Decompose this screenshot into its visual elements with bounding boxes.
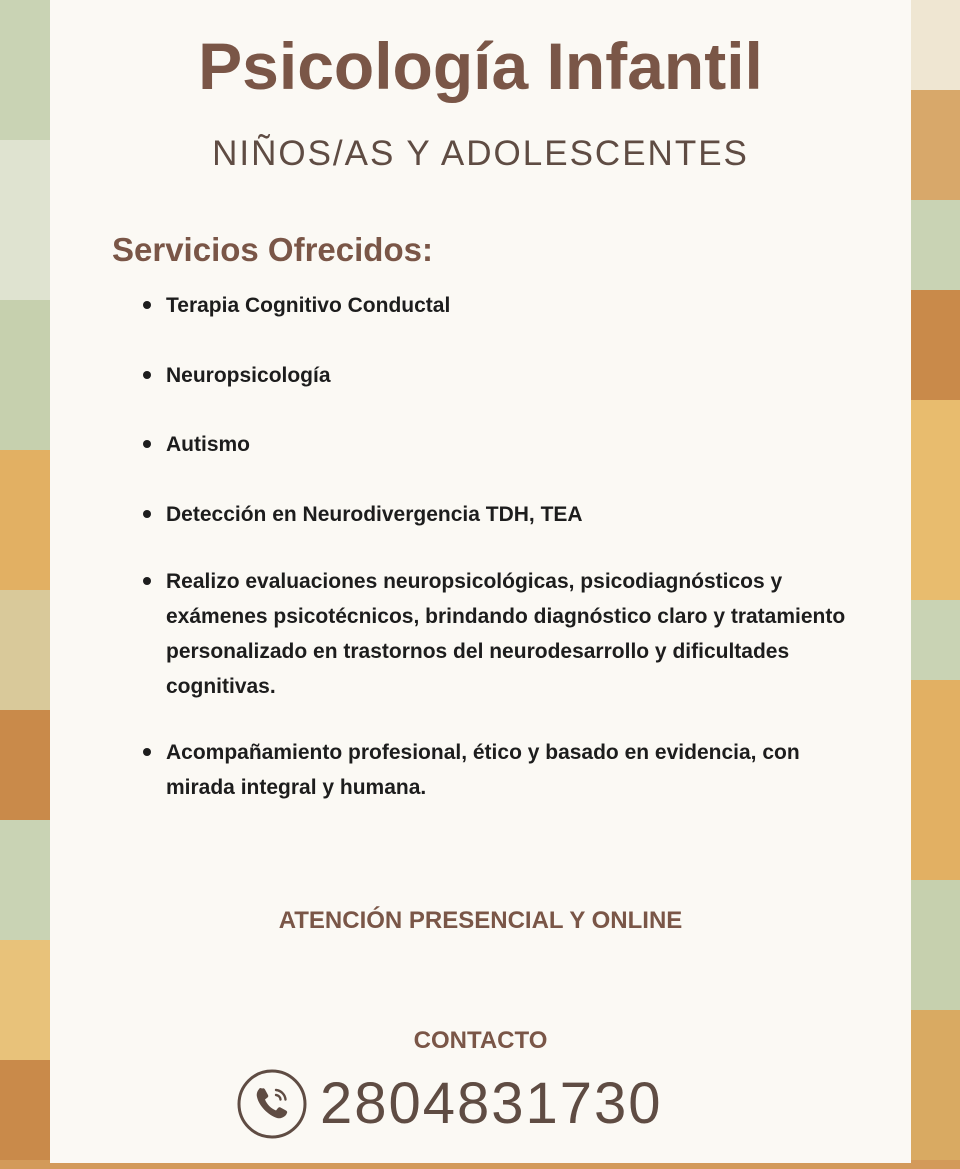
service-item: Neuropsicología — [166, 358, 866, 393]
attention-mode: ATENCIÓN PRESENCIAL Y ONLINE — [278, 907, 683, 934]
service-item: Terapia Cognitivo Conductal — [166, 288, 866, 323]
flyer-card — [50, 0, 911, 1163]
service-item: Realizo evaluaciones neuropsicológicas, psicodiagnósticos y exámenes psicotécnicos, brindando diagnóstico claro y tratamiento personalizado en trastornos del neurodesarrollo y dificultades cognitivas. — [166, 564, 866, 704]
phone-icon — [236, 1068, 308, 1140]
service-item: Detección en Neurodivergencia TDH, TEA — [166, 497, 866, 532]
contact-phone-row — [236, 1064, 663, 1144]
page-title: Psicología Infantil — [198, 29, 763, 103]
phone-number[interactable]: 2804831730 — [320, 1071, 663, 1136]
service-item: Acompañamiento profesional, ético y basado en evidencia, con mirada integral y humana. — [166, 735, 866, 805]
page-subtitle: NIÑOS/AS Y ADOLESCENTES — [212, 134, 749, 173]
services-heading: Servicios Ofrecidos: — [112, 231, 433, 268]
service-item: Autismo — [166, 427, 866, 462]
contact-label: CONTACTO — [413, 1027, 548, 1054]
